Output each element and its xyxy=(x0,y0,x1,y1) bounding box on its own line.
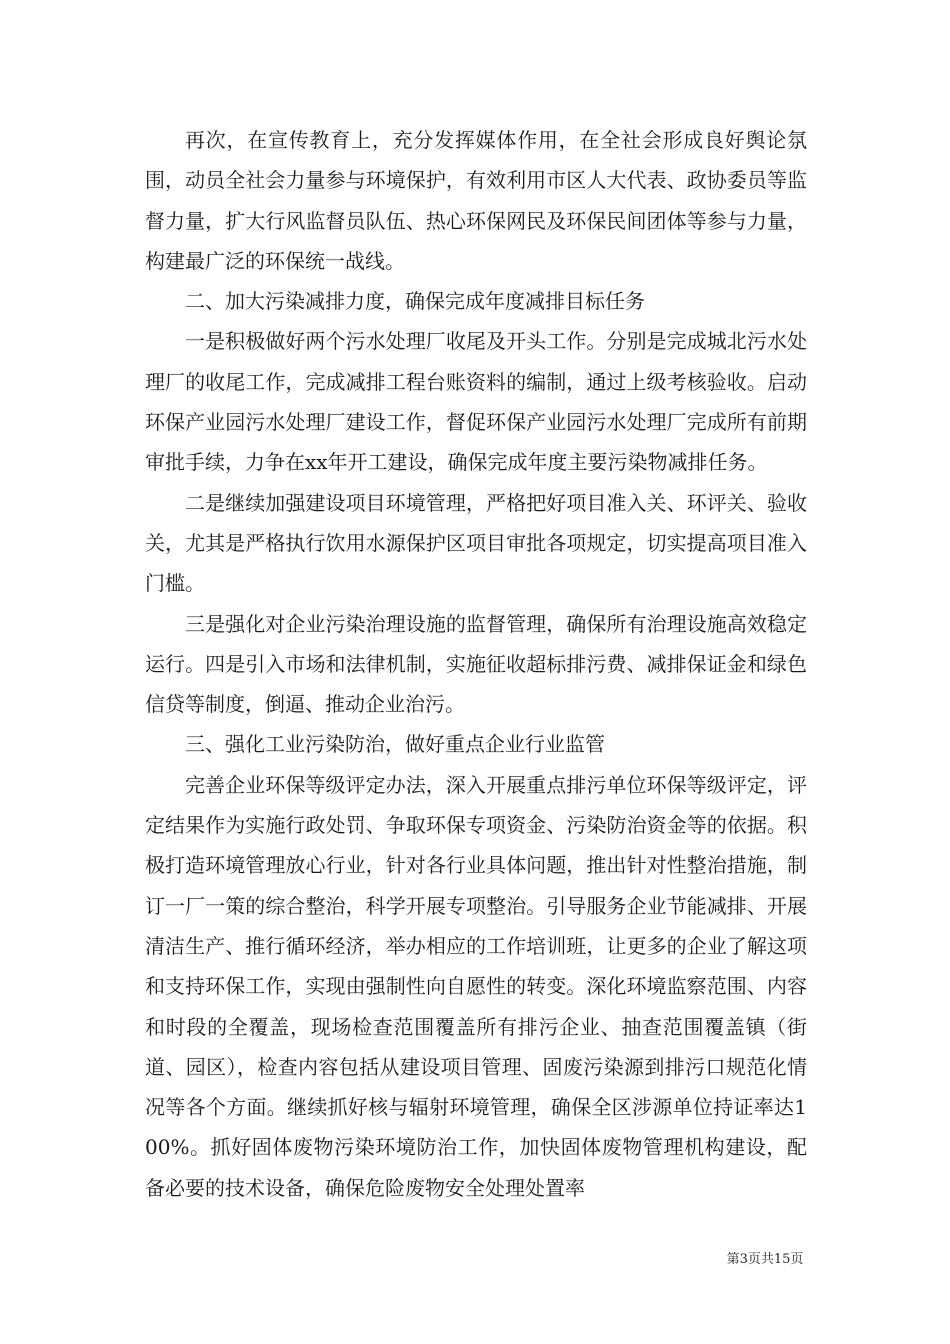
section-heading-3: 三、强化工业污染防治，做好重点企业行业监管 xyxy=(185,732,605,757)
paragraph-enterprise-rating: 完善企业环保等级评定办法，深入开展重点排污单位环保等级评定，评定结果作为实施行政处罚、争取环保专项资金、污染防治资金等的依据。积极打造环境管理放心行业，针对各行业具体问题，推出针对性整治措施，制订一厂一策的综合整治，科学开展专项整治。引导服务企业节能减排、开展清洁生产、推行循环经济，举办相应的工作培训班，让更多的企业了解这项和支持环保工作，实现由强制性向自愿性的转变。深化环境监察范围、内容和时段的全覆盖，现场检查范围覆盖所有排污企业、抽查范围覆盖镇（街道、园区），检查内容包括从建设项目管理、固废污染源到排污口规范化情况等各个方面。继续抓好核与辐射环境管理，确保全区涉源单位持证率达100%。抓好固体废物污染环境防治工作，加快固体废物管理机构建设，配备必要的技术设备，确保危险废物安全处理处置率 xyxy=(145,772,807,1200)
paragraph-project-management: 二是继续加强建设项目环境管理，严格把好项目准入关、环评关、验收关，尤其是严格执行饮用水源保护区项目审批各项规定，切实提高项目准入门槛。 xyxy=(145,490,807,596)
document-body xyxy=(145,120,807,1208)
section-heading-2: 二、加大污染减排力度，确保完成年度减排目标任务 xyxy=(185,289,645,314)
page-number-footer: 第3页共15页 xyxy=(726,1252,804,1267)
paragraph-publicity-education: 再次，在宣传教育上，充分发挥媒体作用，在全社会形成良好舆论氛围，动员全社会力量参与环境保护，有效利用市区人大代表、政协委员等监督力量，扩大行风监督员队伍、热心环保网民及环保民间团体等参与力量，构建最广泛的环保统一战线。 xyxy=(145,128,807,273)
paragraph-wastewater-plants: 一是积极做好两个污水处理厂收尾及开头工作。分别是完成城北污水处理厂的收尾工作，完成减排工程台账资料的编制，通过上级考核验收。启动环保产业园污水处理厂建设工作，督促环保产业园污水处理厂完成所有前期审批手续，力争在xx年开工建设，确保完成年度主要污染物减排任务。 xyxy=(145,329,807,475)
paragraph-facility-supervision: 三是强化对企业污染治理设施的监督管理，确保所有治理设施高效稳定运行。四是引入市场和法律机制，实施征收超标排污费、减排保证金和绿色信贷等制度，倒逼、推动企业治污。 xyxy=(145,611,807,717)
